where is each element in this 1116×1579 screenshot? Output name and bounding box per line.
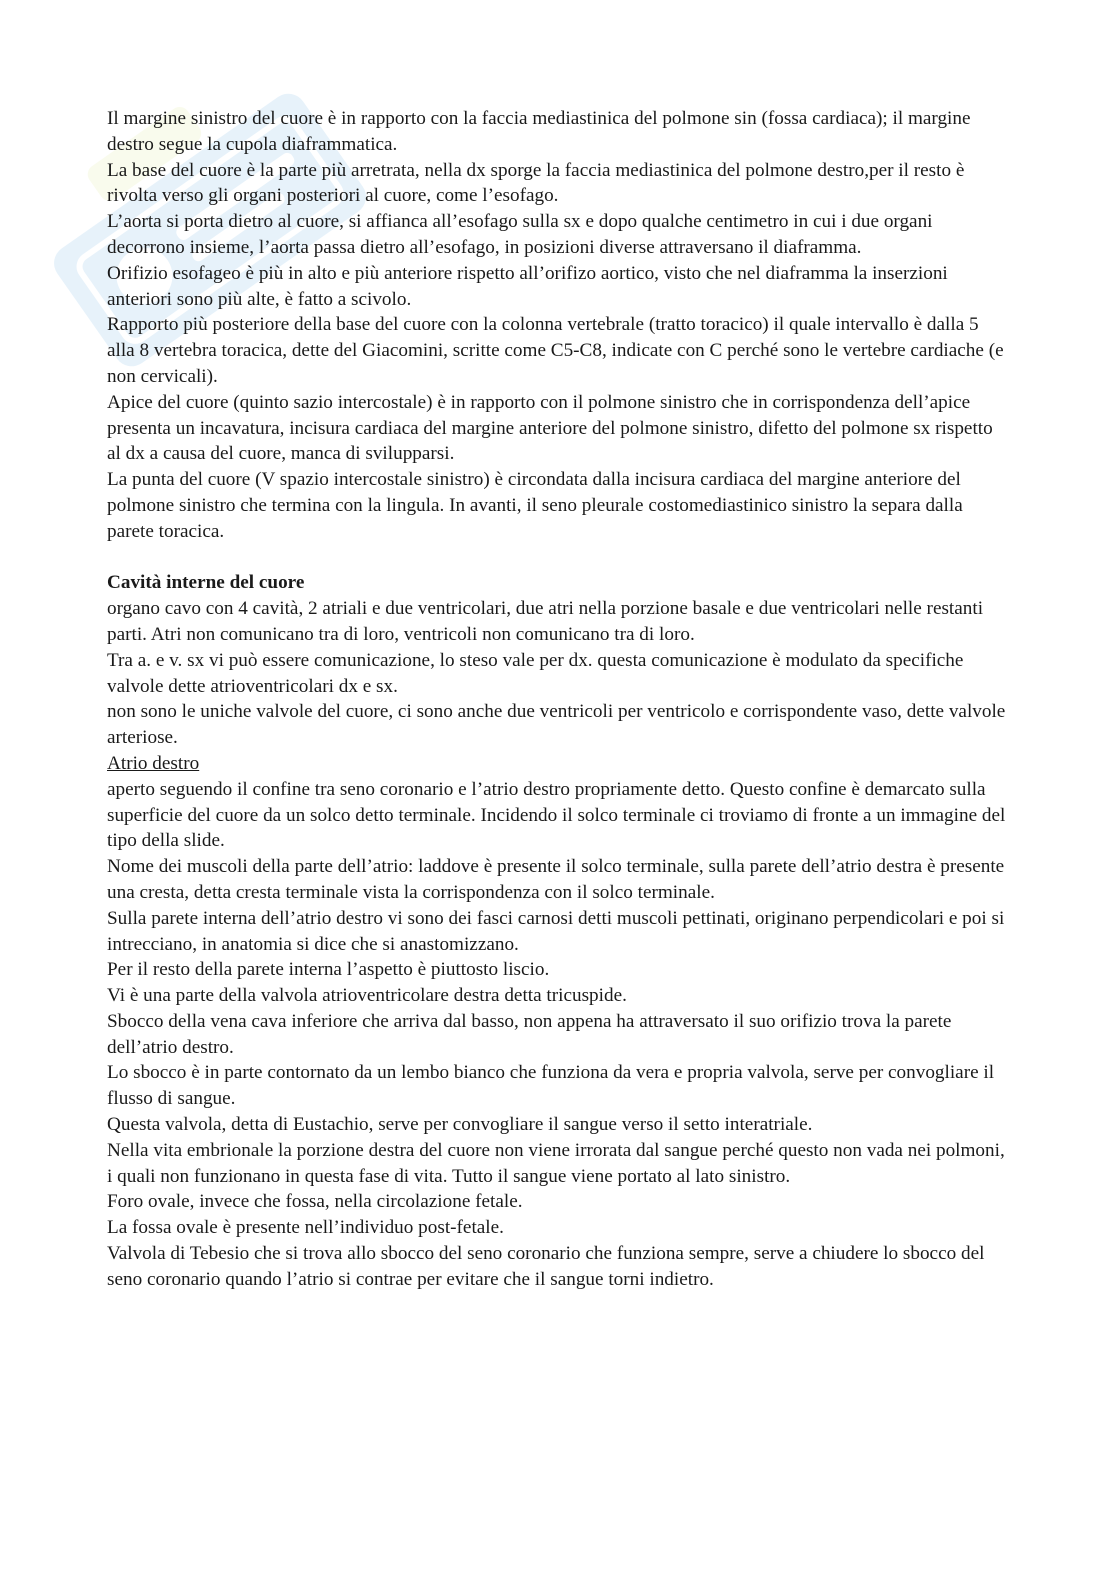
paragraph: Il margine sinistro del cuore è in rapporto con la faccia mediastinica del polmone sin (fossa cardiaca); il margine destro segue la cupola diaframmatica. bbox=[107, 108, 971, 155]
paragraph: Orifizio esofageo è più in alto e più anteriore rispetto all’orifizo aortico, visto che nel diaframma la inserzioni anteriori sono più alte, è fatto a scivolo. bbox=[107, 262, 948, 310]
paragraph: Nome dei muscoli della parte dell’atrio: laddove è presente il solco terminale, sulla parete dell’atrio destra è presente una cresta, detta cresta terminale vista la corrispondenza con il solco terminale. bbox=[107, 856, 1005, 903]
paragraph: Foro ovale, invece che fossa, nella circolazione fetale. bbox=[107, 1191, 523, 1213]
subsection-heading: Atrio destro bbox=[107, 752, 200, 774]
paragraph: aperto seguendo il confine tra seno coronario e l’atrio destro propriamente detto. Questo confine è demarcato sulla superficie del cuore da un solco detto terminale. Incidendo il solco terminale ci troviamo di fronte a un immagine del tipo della slide. bbox=[107, 778, 1006, 852]
paragraph: La fossa ovale è presente nell’individuo post-fetale. bbox=[107, 1217, 504, 1239]
paragraph: La punta del cuore (V spazio intercostale sinistro) è circondata dalla incisura cardiaca del margine anteriore del polmone sinistro che termina con la lingula. In avanti, il seno pleurale costomediastinico sinistro la separa dalla parete toracica. bbox=[107, 469, 963, 542]
paragraph: organo cavo con 4 cavità, 2 atriali e due ventricolari, due atri nella porzione basale e due ventricolari nelle restanti parti. Atri non comunicano tra di loro, ventricoli non comunicano tra di loro. bbox=[107, 598, 984, 645]
paragraph: Rapporto più posteriore della base del cuore con la colonna vertebrale (tratto toracico) il quale intervallo è dalla 5 alla 8 vertebra toracica, dette del Giacomini, scritte come C5-C8, indicate con C perché sono le vertebre cardiache (e non cervicali). bbox=[107, 314, 1004, 387]
paragraph: Valvola di Tebesio che si trova allo sbocco del seno coronario che funziona sempre, serve a chiudere lo sbocco del seno coronario quando l’atrio si contrae per evitare che il sangue torni indietro. bbox=[107, 1243, 985, 1290]
paragraph: Apice del cuore (quinto sazio intercostale) è in rapporto con il polmone sinistro che in corrispondenza dell’apice presenta un incavatura, incisura cardiaca del margine anteriore del polmone sinistro, difetto del polmone sx rispetto al dx a causa del cuore, manca di svilupparsi. bbox=[107, 391, 993, 465]
document-body bbox=[107, 106, 1007, 1293]
paragraph: L’aorta si porta dietro al cuore, si affianca all’esofago sulla sx e dopo qualche centimetro in cui i due organi decorrono insieme, l’aorta passa dietro all’esofago, in posizioni diverse attraversano il diaframma. bbox=[107, 211, 933, 258]
paragraph: La base del cuore è la parte più arretrata, nella dx sporge la faccia mediastinica del polmone destro,per il resto è rivolta verso gli organi posteriori al cuore, come l’esofago. bbox=[107, 159, 965, 207]
paragraph: Lo sbocco è in parte contornato da un lembo bianco che funziona da vera e propria valvola, serve per convogliare il flusso di sangue. bbox=[107, 1062, 995, 1110]
paragraph: non sono le uniche valvole del cuore, ci sono anche due ventricoli per ventricolo e corrispondente vaso, dette valvole arteriose. bbox=[107, 701, 1006, 749]
paragraph: Sulla parete interna dell’atrio destro vi sono dei fasci carnosi detti muscoli pettinati, originano perpendicolari e poi si intrecciano, in anatomia si dice che si anastomizzano. bbox=[107, 907, 1005, 955]
blank-line bbox=[107, 545, 1007, 571]
paragraph: Vi è una parte della valvola atrioventricolare destra detta tricuspide. bbox=[107, 985, 627, 1007]
paragraph: Questa valvola, detta di Eustachio, serve per convogliare il sangue verso il setto interatriale. bbox=[107, 1114, 813, 1136]
section-heading: Cavità interne del cuore bbox=[107, 572, 305, 594]
paragraph: Tra a. e v. sx vi può essere comunicazione, lo steso vale per dx. questa comunicazione è modulato da specifiche valvole dette atrioventricolari dx e sx. bbox=[107, 649, 964, 697]
paragraph: Per il resto della parete interna l’aspetto è piuttosto liscio. bbox=[107, 959, 550, 981]
paragraph: Nella vita embrionale la porzione destra del cuore non viene irrorata dal sangue perché questo non vada nei polmoni, i quali non funzionano in questa fase di vita. Tutto il sangue viene portato al lato sinistro. bbox=[107, 1139, 1005, 1187]
paragraph: Sbocco della vena cava inferiore che arriva dal basso, non appena ha attraversato il suo orifizio trova la parete dell’atrio destro. bbox=[107, 1010, 952, 1058]
